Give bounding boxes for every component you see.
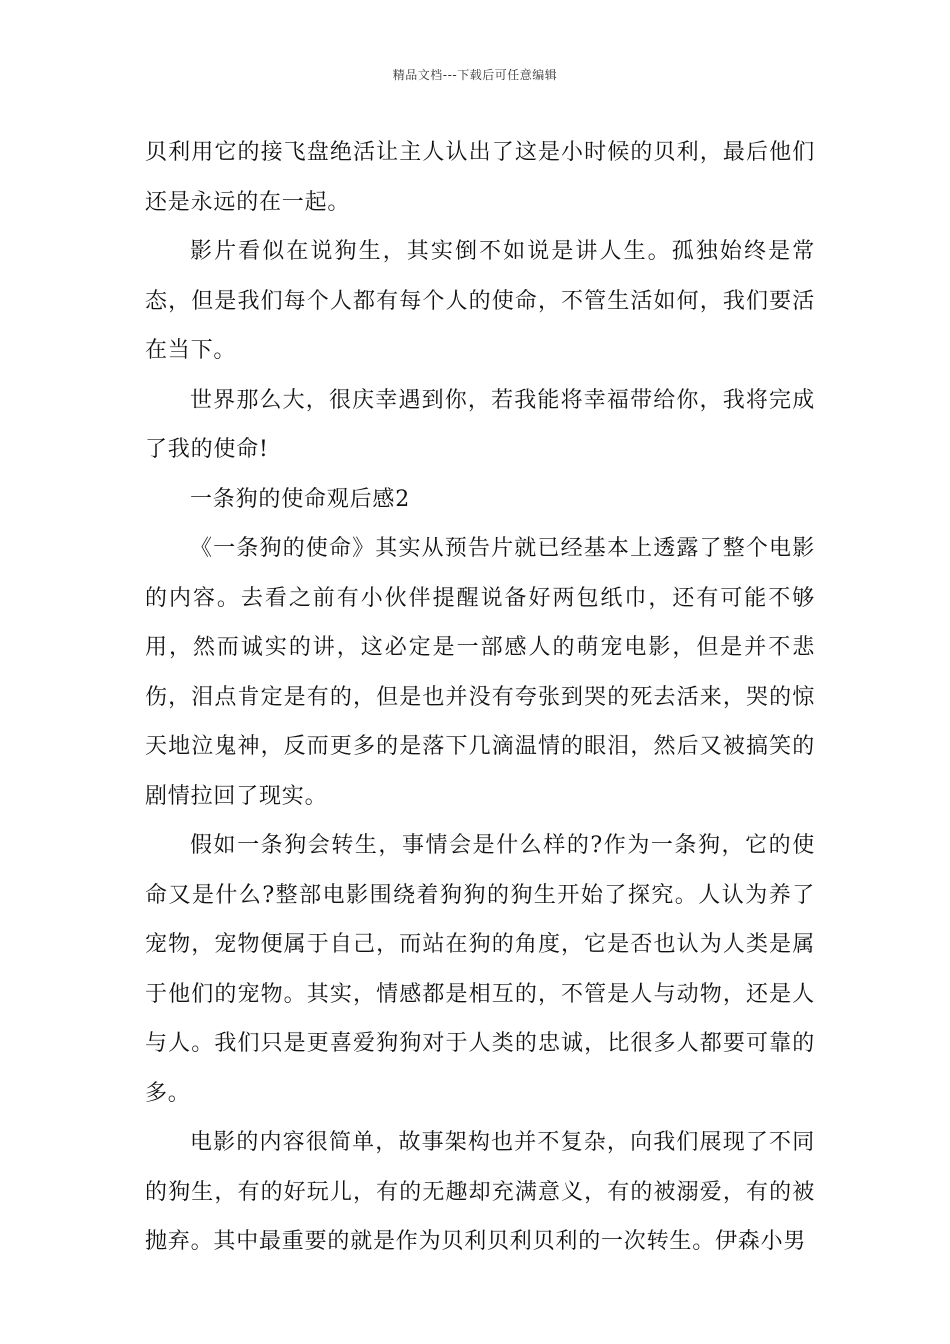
paragraph-trailer: 《一条狗的使命》其实从预告片就已经基本上透露了整个电影的内容。去看之前有小伙伴提醒说备好两包纸巾，还有可能不够用，然而诚实的讲，这必定是一部感人的萌宠电影，但是并不悲伤，泪点肯定是有的，但是也并没有夸张到哭的死去活来，哭的惊天地泣鬼神，反而更多的是落下几滴温情的眼泪，然后又被搞笑的剧情拉回了现实。 bbox=[145, 536, 815, 809]
section-heading: 一条狗的使命观后感2 bbox=[190, 486, 410, 512]
paragraph-reincarnation: 假如一条狗会转生，事情会是什么样的?作为一条狗，它的使命又是什么?整部电影围绕着狗狗的狗生开始了探究。人认为养了宠物，宠物便属于自己，而站在狗的角度，它是否也认为人类是属于他们的宠物。其实，情感都是相互的，不管是人与动物，还是人与人。我们只是更喜爱狗狗对于人类的忠诚，比很多人都要可靠的多。 bbox=[145, 833, 815, 1106]
paragraph-mission: 世界那么大，很庆幸遇到你，若我能将幸福带给你，我将完成了我的使命! bbox=[145, 387, 815, 462]
page-header: 精品文档---下载后可任意编辑 bbox=[392, 68, 558, 82]
document-body bbox=[145, 128, 815, 1267]
paragraph-theme: 影片看似在说狗生，其实倒不如说是讲人生。孤独始终是常态，但是我们每个人都有每个人的使命，不管生活如何，我们要活在当下。 bbox=[145, 239, 815, 363]
paragraph-content: 电影的内容很简单，故事架构也并不复杂，向我们展现了不同的狗生，有的好玩儿，有的无趣却充满意义，有的被溺爱，有的被抛弃。其中最重要的就是作为贝利贝利贝利的一次转生。伊森小男 bbox=[145, 1130, 815, 1254]
paragraph-continuation: 贝利用它的接飞盘绝活让主人认出了这是小时候的贝利，最后他们还是永远的在一起。 bbox=[145, 140, 815, 215]
